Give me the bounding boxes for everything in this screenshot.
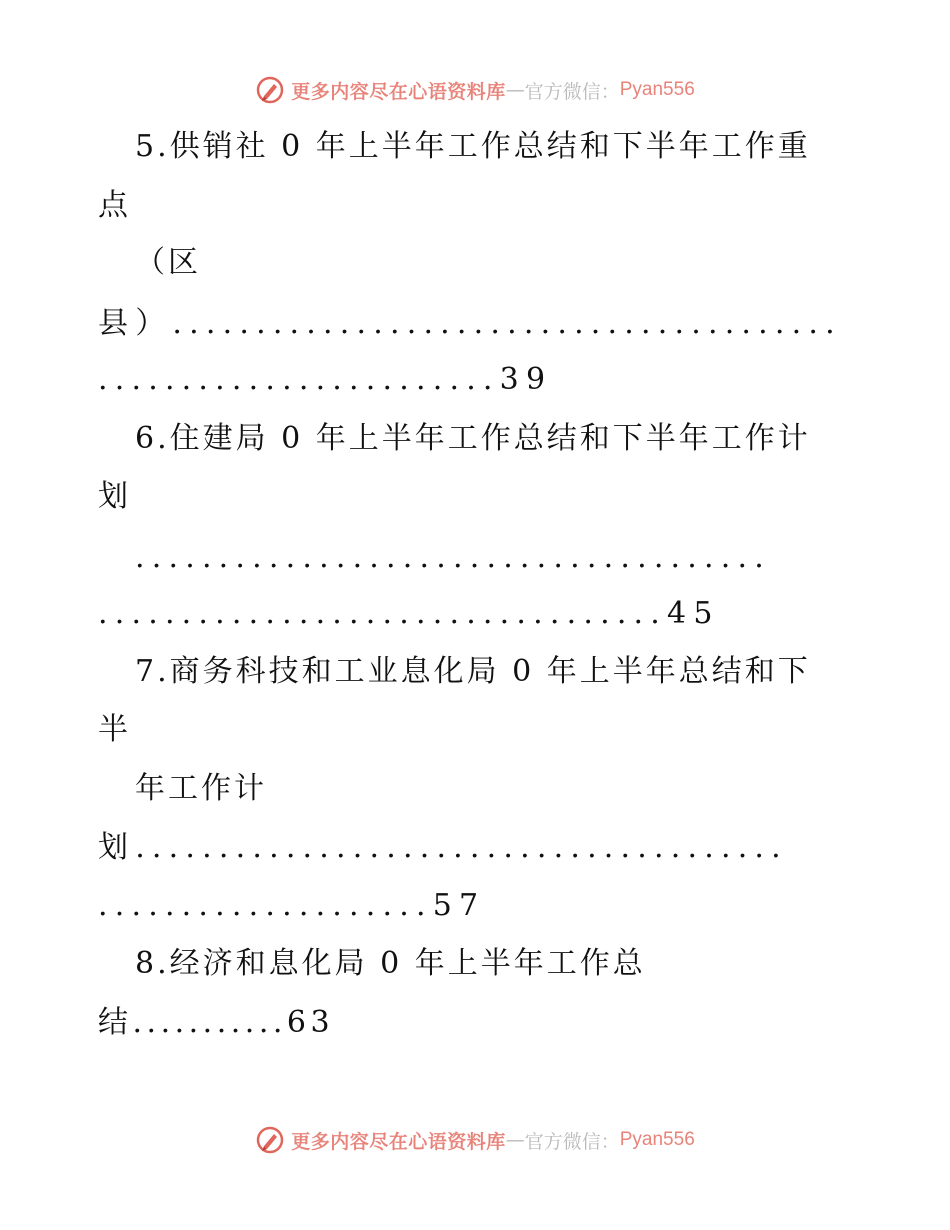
banner-wechat-label: 官方微信：: [524, 1130, 620, 1153]
toc-line-page-number: ....................57: [98, 888, 486, 923]
toc-line-page-number: ........................39: [98, 362, 553, 397]
toc-line: 5.供销社 0 年上半年工作总结和下半年工作重: [135, 129, 811, 164]
toc-line: 点: [98, 188, 131, 223]
footer-watermark: [0, 1120, 950, 1160]
banner-separator: —: [505, 79, 525, 101]
banner-text: 更多内容尽在心语资料库: [291, 80, 506, 103]
toc-line: 半: [98, 712, 131, 747]
banner-separator: —: [505, 1129, 525, 1151]
pen-logo-icon: [255, 75, 285, 105]
banner-wechat-id: Pyan556: [619, 79, 695, 100]
pen-logo-icon: [255, 1125, 285, 1155]
banner-text: 更多内容尽在心语资料库: [291, 1130, 506, 1153]
toc-line: 6.住建局 0 年上半年工作总结和下半年工作计: [135, 421, 811, 456]
toc-line: 年工作计: [135, 771, 267, 806]
toc-line: 7.商务科技和工业息化局 0 年上半年总结和下: [135, 654, 811, 689]
toc-line-page-number: 结...........63: [98, 1005, 335, 1040]
header-watermark: [0, 70, 950, 110]
toc-line: 8.经济和息化局 0 年上半年工作总: [135, 946, 646, 981]
banner-wechat-label: 官方微信：: [524, 80, 620, 103]
banner-wechat-id: Pyan556: [619, 1129, 695, 1150]
toc-line: 划: [98, 479, 131, 514]
toc-line: 县）........................................: [98, 306, 842, 341]
toc-line: （区: [135, 245, 201, 280]
toc-line-page-number: ..................................45: [98, 596, 720, 631]
toc-line: ......................................: [135, 540, 771, 575]
toc-line: 划.......................................: [98, 830, 788, 865]
